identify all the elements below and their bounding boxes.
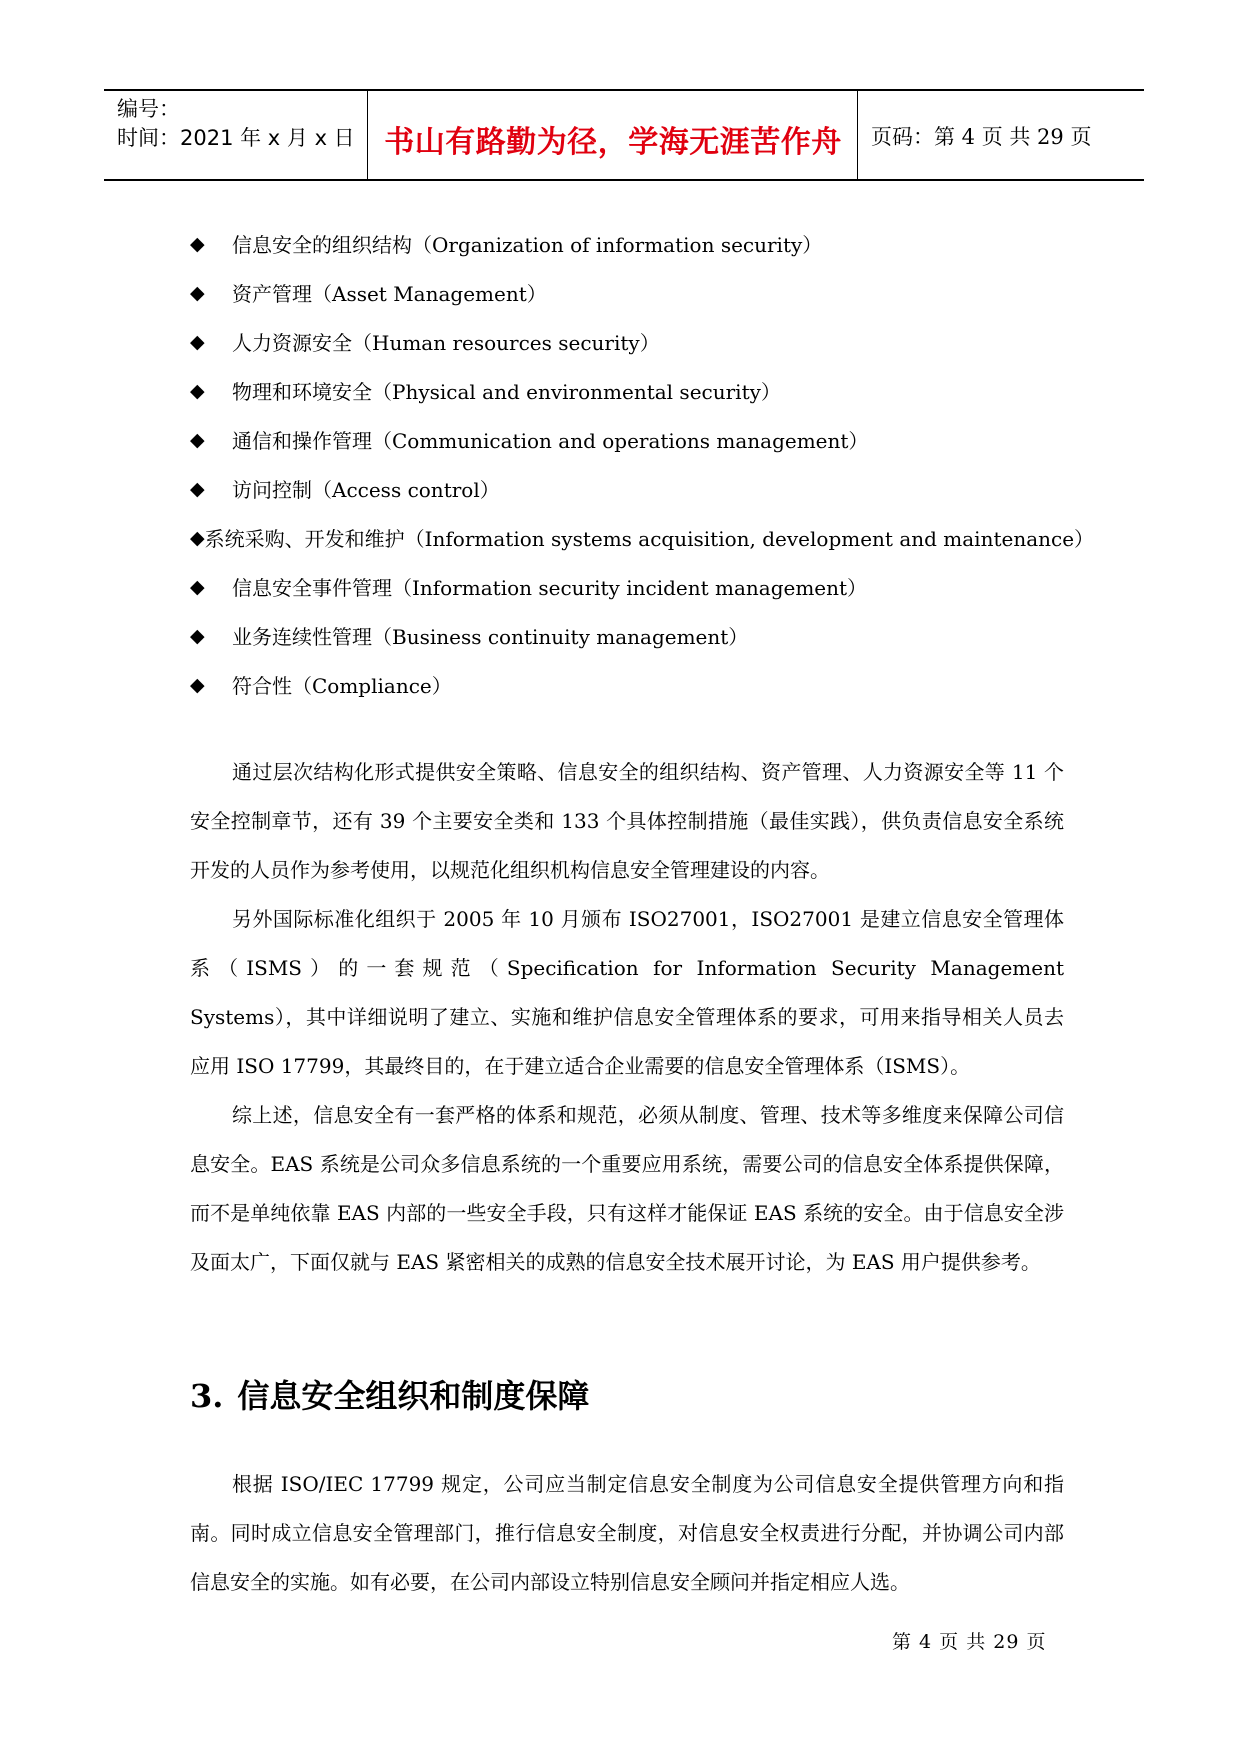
diamond-bullet-icon: ◆ [190,232,205,255]
document-number-label: 编号： [117,97,180,121]
list-item: ◆ 资产管理（Asset Management） [190,281,547,306]
list-item: ◆ 人力资源安全（Human resources security） [190,330,660,355]
section-heading [190,1371,589,1417]
list-item: ◆ 通信和操作管理（Communication and operations management） [190,428,869,453]
diamond-bullet-icon: ◆ [190,624,205,647]
diamond-bullet-icon: ◆ [190,575,205,598]
section-body [190,1460,1064,1607]
page-footer: 第 4 页 共 29 页 [892,1631,1047,1653]
header-meta [117,95,355,153]
section-number: 3. [190,1377,224,1415]
control-domain-list [190,219,1095,709]
paragraph: 综上述，信息安全有一套严格的体系和规范，必须从制度、管理、技术等多维度来保障公司信息安全。EAS 系统是公司众多信息系统的一个重要应用系统，需要公司的信息安全体系提供保障，而不是单纯依靠 EAS 内部的一些安全手段，只有这样才能保证 EAS 系统的安全。由于信息安全涉及面太广，下面仅就与 EAS 紧密相关的成熟的信息安全技术展开讨论，为 EAS 用户提供参考。 [190,1103,1064,1274]
list-item: ◆ 系统采购、开发和维护（Information systems acquisition, development and maintenance） [190,526,1095,551]
diamond-bullet-icon: ◆ [190,330,205,353]
header-divider [857,91,858,179]
list-item: ◆ 访问控制（Access control） [190,477,500,502]
list-item: ◆ 信息安全事件管理（Information security incident management） [190,575,868,600]
diamond-bullet-icon: ◆ [190,477,205,500]
document-time-label: 时间：2021 年 x 月 x 日 [117,126,355,150]
header-page-info: 页码：第 4 页 共 29 页 [871,125,1092,149]
section-title: 信息安全组织和制度保障 [237,1377,590,1415]
list-item: ◆ 符合性（Compliance） [190,673,452,698]
diamond-bullet-icon: ◆ [190,526,205,549]
paragraph: 根据 ISO/IEC 17799 规定，公司应当制定信息安全制度为公司信息安全提供管理方向和指南。同时成立信息安全管理部门，推行信息安全制度，对信息安全权责进行分配，并协调公司内部信息安全的实施。如有必要，在公司内部设立特别信息安全顾问并指定相应人选。 [190,1472,1064,1594]
list-item: ◆ 信息安全的组织结构（Organization of information security） [190,232,823,257]
diamond-bullet-icon: ◆ [190,281,205,304]
page-header [104,89,1144,181]
paragraph: 另外国际标准化组织于 2005 年 10 月颁布 ISO27001，ISO27001 是建立信息安全管理体系（ISMS）的一套规范（Specification for Information Security Management Systems），其中详细说明了建立、实施和维护信息安全管理体系的要求，可用来指导相关人员去应用 ISO 17799，其最终目的，在于建立适合企业需要的信息安全管理体系（ISMS）。 [190,907,1064,1078]
header-motto: 书山有路勤为径，学海无涯苦作舟 [384,125,842,160]
diamond-bullet-icon: ◆ [190,379,205,402]
list-item: ◆ 物理和环境安全（Physical and environmental security） [190,379,781,404]
diamond-bullet-icon: ◆ [190,673,205,696]
header-divider [367,91,368,179]
list-item: ◆ 业务连续性管理（Business continuity management） [190,624,749,649]
diamond-bullet-icon: ◆ [190,428,205,451]
paragraph: 通过层次结构化形式提供安全策略、信息安全的组织结构、资产管理、人力资源安全等 11 个安全控制章节，还有 39 个主要安全类和 133 个具体控制措施（最佳实践），供负责信息安全系统开发的人员作为参考使用，以规范化组织机构信息安全管理建设的内容。 [190,760,1064,882]
body-paragraphs [190,748,1064,1287]
